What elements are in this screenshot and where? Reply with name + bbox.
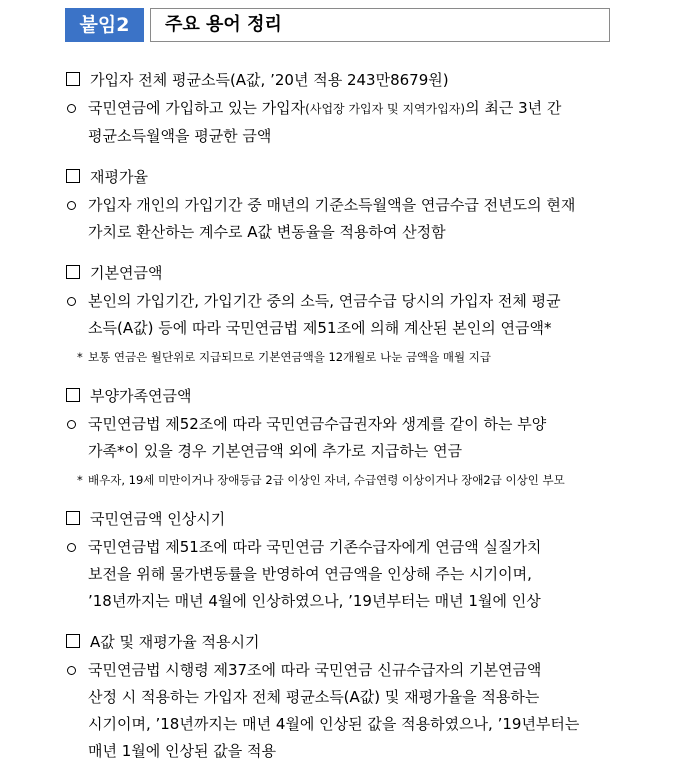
definition-text: 국민연금에 가입하고 있는 가입자 — [88, 99, 306, 117]
definition-line — [66, 95, 626, 123]
term-section-apply-timing — [66, 631, 626, 765]
definition-text: 가입자 개인의 가입기간 중 매년의 기준소득월액을 연금수급 전년도의 현재 — [88, 196, 576, 214]
definition-line — [66, 711, 626, 738]
footnote-text: 보통 연금은 월단위로 지급되므로 기본연금액을 12개월로 나눈 금액을 매월 지급 — [88, 350, 492, 364]
definition-text: 국민연금법 시행령 제37조에 따라 국민연금 신규수급자의 기본연금액 — [88, 661, 542, 679]
definition-text: 평균소득월액을 평균한 금액 — [88, 127, 272, 145]
page-title: 주요 용어 정리 — [165, 14, 282, 35]
definition-line — [66, 411, 626, 438]
circle-bullet-icon — [67, 201, 76, 210]
attachment-badge: 붙임2 — [65, 8, 144, 42]
definition-line — [66, 438, 626, 465]
term-section-increase-timing — [66, 508, 626, 615]
asterisk-icon: * — [77, 350, 83, 364]
term-title: 가입자 전체 평균소득(A값, ’20년 적용 243만8679원) — [90, 71, 449, 89]
definition-text: 산정 시 적용하는 가입자 전체 평균소득(A값) 및 재평가율을 적용하는 — [88, 688, 540, 706]
square-bullet-icon — [66, 634, 80, 648]
circle-bullet-icon — [67, 297, 76, 306]
footnote-text: 배우자, 19세 미만이거나 장애등급 2급 이상인 자녀, 수급연령 이상이거나 장애2급 이상인 부모 — [88, 473, 565, 487]
term-heading — [66, 166, 626, 188]
definition-text: 소득(A값) 등에 따라 국민연금법 제51조에 의해 계산된 본인의 연금액* — [88, 319, 552, 337]
definition-line — [66, 657, 626, 684]
term-title: 기본연금액 — [90, 264, 163, 282]
term-section-basic-pension — [66, 262, 626, 366]
definition-line — [66, 534, 626, 561]
square-bullet-icon — [66, 169, 80, 183]
definition-text: 본인의 가입기간, 가입기간 중의 소득, 연금수급 당시의 가입자 전체 평균 — [88, 292, 561, 310]
definition-line — [66, 738, 626, 765]
term-heading — [66, 508, 626, 530]
definition-text: 시기이며, ’18년까지는 매년 4월에 인상된 값을 적용하였으나, ’19년부터는 — [88, 715, 580, 733]
definition-line — [66, 192, 626, 219]
term-title: 재평가율 — [90, 168, 148, 186]
circle-bullet-icon — [67, 420, 76, 429]
term-section-revaluation-rate — [66, 166, 626, 246]
footnote — [66, 348, 626, 366]
definition-text: 매년 1월에 인상된 값을 적용 — [88, 742, 277, 760]
circle-bullet-icon — [67, 104, 76, 113]
definition-text: 의 최근 3년 간 — [465, 99, 562, 117]
definition-line — [66, 315, 626, 342]
term-heading — [66, 69, 626, 91]
square-bullet-icon — [66, 265, 80, 279]
term-title: 부양가족연금액 — [90, 387, 192, 405]
term-heading — [66, 631, 626, 653]
term-heading — [66, 262, 626, 284]
asterisk-icon: * — [77, 473, 83, 487]
definition-text: 국민연금법 제51조에 따라 국민연금 기존수급자에게 연금액 실질가치 — [88, 538, 542, 556]
definition-line — [66, 588, 626, 615]
definition-text: ’18년까지는 매년 4월에 인상하였으나, ’19년부터는 매년 1월에 인상 — [88, 592, 541, 610]
definition-line — [66, 123, 626, 150]
definition-text-small: (사업장 가입자 및 지역가입자) — [305, 102, 466, 116]
term-title: 국민연금액 인상시기 — [90, 510, 226, 528]
square-bullet-icon — [66, 511, 80, 525]
header — [65, 8, 610, 42]
definition-text: 가족*이 있을 경우 기본연금액 외에 추가로 지급하는 연금 — [88, 442, 463, 460]
footnote — [66, 471, 626, 489]
definition-text: 국민연금법 제52조에 따라 국민연금수급권자와 생계를 같이 하는 부양 — [88, 415, 547, 433]
definition-text: 보전을 위해 물가변동률을 반영하여 연금액을 인상해 주는 시기이며, — [88, 565, 532, 583]
term-section-dependent-pension — [66, 385, 626, 489]
circle-bullet-icon — [67, 543, 76, 552]
term-title: A값 및 재평가율 적용시기 — [90, 633, 260, 651]
square-bullet-icon — [66, 388, 80, 402]
circle-bullet-icon — [67, 666, 76, 675]
definition-text: 가치로 환산하는 계수로 A값 변동율을 적용하여 산정함 — [88, 223, 446, 241]
square-bullet-icon — [66, 72, 80, 86]
definition-line — [66, 561, 626, 588]
term-section-avg-income — [66, 69, 626, 150]
definition-line — [66, 684, 626, 711]
definition-line — [66, 219, 626, 246]
term-heading — [66, 385, 626, 407]
definition-line — [66, 288, 626, 315]
title-box — [150, 8, 610, 42]
